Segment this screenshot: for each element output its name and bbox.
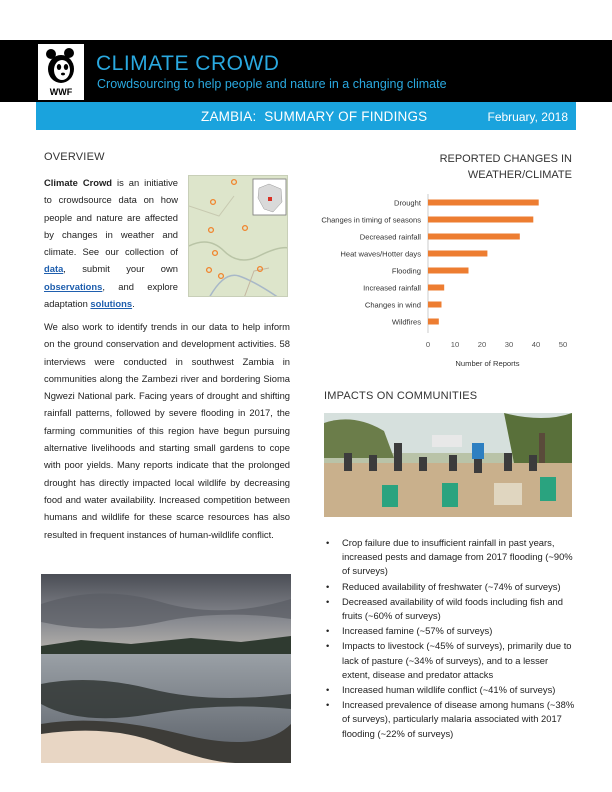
x-tick-label: 20 <box>477 340 487 349</box>
overview-text-3: , and explore adaptation <box>44 280 178 310</box>
solutions-link[interactable]: solutions <box>90 298 133 310</box>
page-title: CLIMATE CROWD <box>96 52 280 75</box>
x-tick-label: 40 <box>531 340 541 349</box>
chart-bar <box>428 251 487 257</box>
wwf-logo <box>38 44 84 100</box>
category-label: Heat waves/Hotter days <box>340 249 421 259</box>
observations-link[interactable]: observations <box>44 280 103 292</box>
logo-wordmark: WWF <box>49 87 73 97</box>
report-date: February, 2018 <box>487 110 568 124</box>
chart-bar <box>428 302 442 308</box>
chart-bar <box>428 319 439 325</box>
list-item: • Impacts to livestock (~45% of surveys), primarily due to lack of pasture (~34% of surveys), and to a lesser extent, disease and predator attacks <box>322 639 578 682</box>
list-item: • Decreased availability of wild foods including fish and fruits (~60% of surveys) <box>322 595 578 623</box>
x-tick-label: 0 <box>425 340 431 349</box>
chart-title <box>420 151 572 183</box>
overview-text-2: , submit your own <box>63 263 178 275</box>
chart-title-line-1: REPORTED CHANGES IN <box>439 153 572 165</box>
community-meeting-photo <box>324 413 572 517</box>
summary-title: ZAMBIA: SUMMARY OF FINDINGS <box>201 109 428 124</box>
overview-text-4: . <box>132 298 135 310</box>
body-paragraph: We also work to identify trends in our data to help inform on the ground conservation and development activities. 58 interviews were conducted in southwest Zambia in communities along the Zambezi river and bordering Sioma Ngwezi National park. Facing years of drought and shifting rainfall patterns, followed by severe flooding in 2017, the farming communities of this region have begun pursuing alternative livelihoods and starting small gardens to cope with poor yields. Many reports indicate that the prolonged drought has directly impacted local wildlife by decreasing food and water availability. Increased competition between humans and wildlife for these scarce resources has also resulted in frequent instances of human-wildlife conflict. <box>44 321 290 540</box>
list-item: • Increased prevalence of disease among humans (~38% of surveys), particularly malaria associated with 2017 flooding (~22% of surveys) <box>322 698 578 741</box>
chart-bar <box>428 217 533 223</box>
x-tick-label: 10 <box>450 340 460 349</box>
summary-banner <box>36 102 576 130</box>
data-link[interactable]: data <box>44 263 64 275</box>
list-item: • Increased human wildlife conflict (~41% of surveys) <box>322 683 578 697</box>
category-label: Drought <box>393 198 421 208</box>
category-label: Flooding <box>391 266 421 276</box>
chart-title-line-2: WEATHER/CLIMATE <box>467 169 572 181</box>
category-label: Wildfires <box>391 317 421 327</box>
overview-paragraph <box>44 174 178 312</box>
category-label: Changes in timing of seasons <box>321 215 421 225</box>
panda-icon <box>43 48 79 86</box>
x-tick-label: 50 <box>558 340 568 349</box>
chart-bar <box>428 234 520 240</box>
list-item: • Increased famine (~57% of surveys) <box>322 624 578 638</box>
header-bar <box>0 40 612 102</box>
x-axis-label: Number of Reports <box>455 359 520 368</box>
page-subtitle: Crowdsourcing to help people and nature in a changing climate <box>97 77 447 91</box>
x-tick-label: 30 <box>504 340 514 349</box>
river-landscape-photo <box>41 574 291 763</box>
overview-text-1: is an initiative to crowdsource data on how people and nature are affected by changes in weather and climate. See our collection of <box>44 177 178 258</box>
chart-bar <box>428 268 469 274</box>
list-item: • Crop failure due to insufficient rainfall in past years, increased pests and damage from 2017 flooding (~90% of surveys) <box>322 536 578 579</box>
category-label: Changes in wind <box>364 300 421 310</box>
impacts-heading: IMPACTS ON COMMUNITIES <box>324 390 478 402</box>
category-label: Decreased rainfall <box>359 232 421 242</box>
location-map <box>188 175 288 297</box>
impacts-list <box>322 536 578 742</box>
chart-bar <box>428 200 539 206</box>
brand-name: Climate Crowd <box>44 177 113 188</box>
list-item: • Reduced availability of freshwater (~74% of surveys) <box>322 580 578 594</box>
chart-bar <box>428 285 444 291</box>
category-label: Increased rainfall <box>363 283 421 293</box>
weather-changes-bar-chart <box>300 190 580 370</box>
overview-heading: OVERVIEW <box>44 151 105 163</box>
